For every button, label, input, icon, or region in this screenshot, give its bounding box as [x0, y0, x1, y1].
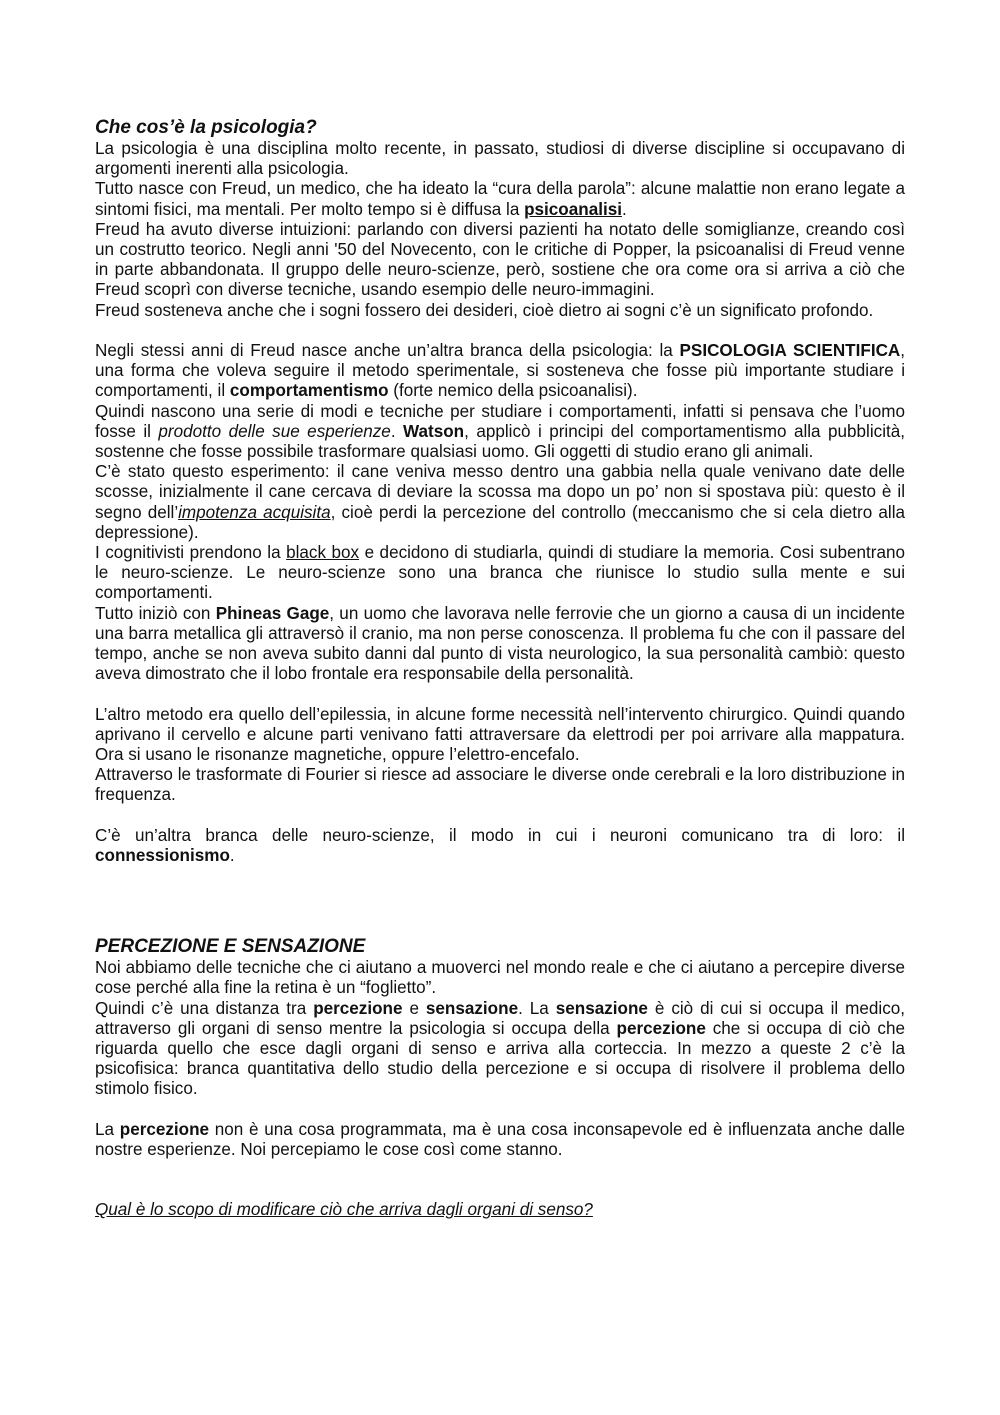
paragraph: Quindi nascono una serie di modi e tecniche per studiare i comportamenti, infatti si pensava che l’uomo fosse il prodotto delle sue esperienze. Watson, applicò i principi del comportamentismo alla pubblicità, sostenne che fosse possibile trasformare qualsiasi uomo. Gli oggetti di studio erano gli animali. — [95, 401, 905, 462]
underlined-phrase: black box — [286, 543, 360, 563]
key-term: PSICOLOGIA SCIENTIFICA — [679, 341, 901, 361]
paragraph: Negli stessi anni di Freud nasce anche un’altra branca della psicologia: la PSICOLOGIA SCIENTIFICA, una forma che voleva seguire il metodo sperimentale, si sosteneva che fosse più importante studiare i comportamenti, il comportamentismo (forte nemico della psicoanalisi). — [95, 341, 906, 401]
paragraph: La percezione non è una cosa programmata, ma è una cosa inconsapevole ed è influenzata anche dalle nostre esperienze. Noi percepiamo le cose così come stanno. — [95, 1119, 906, 1160]
key-term: percezione — [119, 1119, 210, 1139]
key-term: connessionismo — [95, 846, 230, 866]
paragraph: I cognitivisti prendono la black box e decidono di studiarla, quindi di studiare la memoria. Cosi subentrano le neuro-scienze. Le neuro-scienze sono una branca che riunisce lo studio sulla mente e sui comportamenti. — [95, 543, 906, 603]
key-term: comportamentismo — [229, 381, 389, 401]
key-term: percezione — [616, 1018, 706, 1038]
paragraph: Quindi c’è una distanza tra percezione e sensazione. La sensazione è ciò di cui si occupa il medico, attraverso gli organi di senso mentre la psicologia si occupa della percezione che si occupa di ciò che riguarda quello che esce dagli organi di senso e arriva alla corteccia. In mezzo a queste 2 c’è la psicofisica: branca quantitativa dello studio della percezione e si occupa di risolvere il problema dello stimolo fisico. — [95, 998, 905, 1099]
document-page — [95, 117, 905, 1220]
paragraph: Tutto iniziò con Phineas Gage, un uomo che lavorava nelle ferrovie che un giorno a causa di un incidente una barra metallica gli attraversò il cranio, ma non perse conoscenza. Il problema fu che con il passare del tempo, anche se non aveva subito danni dal punto di vista neurologico, la sua personalità cambiò: questo aveva dimostrato che il lobo frontale era responsabile della personalità. — [95, 603, 905, 684]
section-title: Che cos’è la psicologia? — [95, 117, 317, 138]
paragraph: Tutto nasce con Freud, un medico, che ha ideato la “cura della parola”: alcune malattie non erano legate a sintomi fisici, ma mentali. Per molto tempo si è diffusa la psicoanalisi. — [95, 179, 905, 219]
spacer — [95, 806, 905, 826]
key-term: Watson — [403, 421, 465, 441]
italic-phrase: impotenza acquisita — [178, 502, 331, 522]
italic-phrase: prodotto delle sue esperienze — [158, 421, 391, 441]
paragraph: C’è stato questo esperimento: il cane veniva messo dentro una gabbia nella quale venivano date delle scosse, inizialmente il cane cercava di deviare la scossa ma dopo un po’ non si spostava più: questo è il segno dell’impotenza acquisita, cioè perdi la percezione del controllo (meccanismo che si cela dietro alla depressione). — [95, 462, 905, 542]
paragraph: Freud sosteneva anche che i sogni fossero dei desideri, cioè dietro ai sogni c’è un significato profondo. — [95, 300, 874, 320]
paragraph: La psicologia è una disciplina molto recente, in passato, studiosi di diverse discipline si occupavano di argomenti inerenti alla psicologia. — [95, 139, 905, 179]
key-term: percezione — [313, 998, 403, 1018]
spacer — [95, 1160, 905, 1200]
paragraph: L’altro metodo era quello dell’epilessia, in alcune forme necessità nell’intervento chirurgico. Quindi quando aprivano il cervello e alcune parti venivano fatti attraversare da elettrodi per poi arrivare alla mappatura. Ora si usano le risonanze magnetiche, oppure l’elettro-encefalo. — [95, 704, 905, 765]
key-term: sensazione — [555, 998, 648, 1018]
paragraph: C’è un’altra branca delle neuro-scienze, il modo in cui i neuroni comunicano tra di loro: il connessionismo. — [95, 825, 905, 866]
spacer — [95, 321, 905, 341]
paragraph: Noi abbiamo delle tecniche che ci aiutano a muoverci nel mondo reale e che ci aiutano a percepire diverse cose perché alla fine la retina è un “foglietto”. — [95, 958, 905, 998]
key-term: Phineas Gage — [215, 603, 330, 623]
spacer — [95, 1100, 905, 1120]
spacer — [95, 866, 905, 936]
key-term: psicoanalisi — [524, 199, 622, 219]
paragraph: Freud ha avuto diverse intuizioni: parlando con diversi pazienti ha notato delle somiglianze, creando così un costrutto teorico. Negli anni '50 del Novecento, con le critiche di Popper, la psicoanalisi di Freud venne in parte abbandonata. Il gruppo delle neuro-scienze, però, sostiene che ora come ora si arriva a ciò che Freud scoprì con diverse tecniche, usando esempio delle neuro-immagini. — [95, 219, 905, 300]
question-text: Qual è lo scopo di modificare ciò che arriva dagli organi di senso? — [95, 1200, 593, 1220]
paragraph: Attraverso le trasformate di Fourier si riesce ad associare le diverse onde cerebrali e la loro distribuzione in frequenza. — [95, 765, 905, 805]
key-term: sensazione — [425, 998, 519, 1018]
spacer — [95, 684, 905, 704]
section-title: PERCEZIONE E SENSAZIONE — [95, 936, 366, 958]
